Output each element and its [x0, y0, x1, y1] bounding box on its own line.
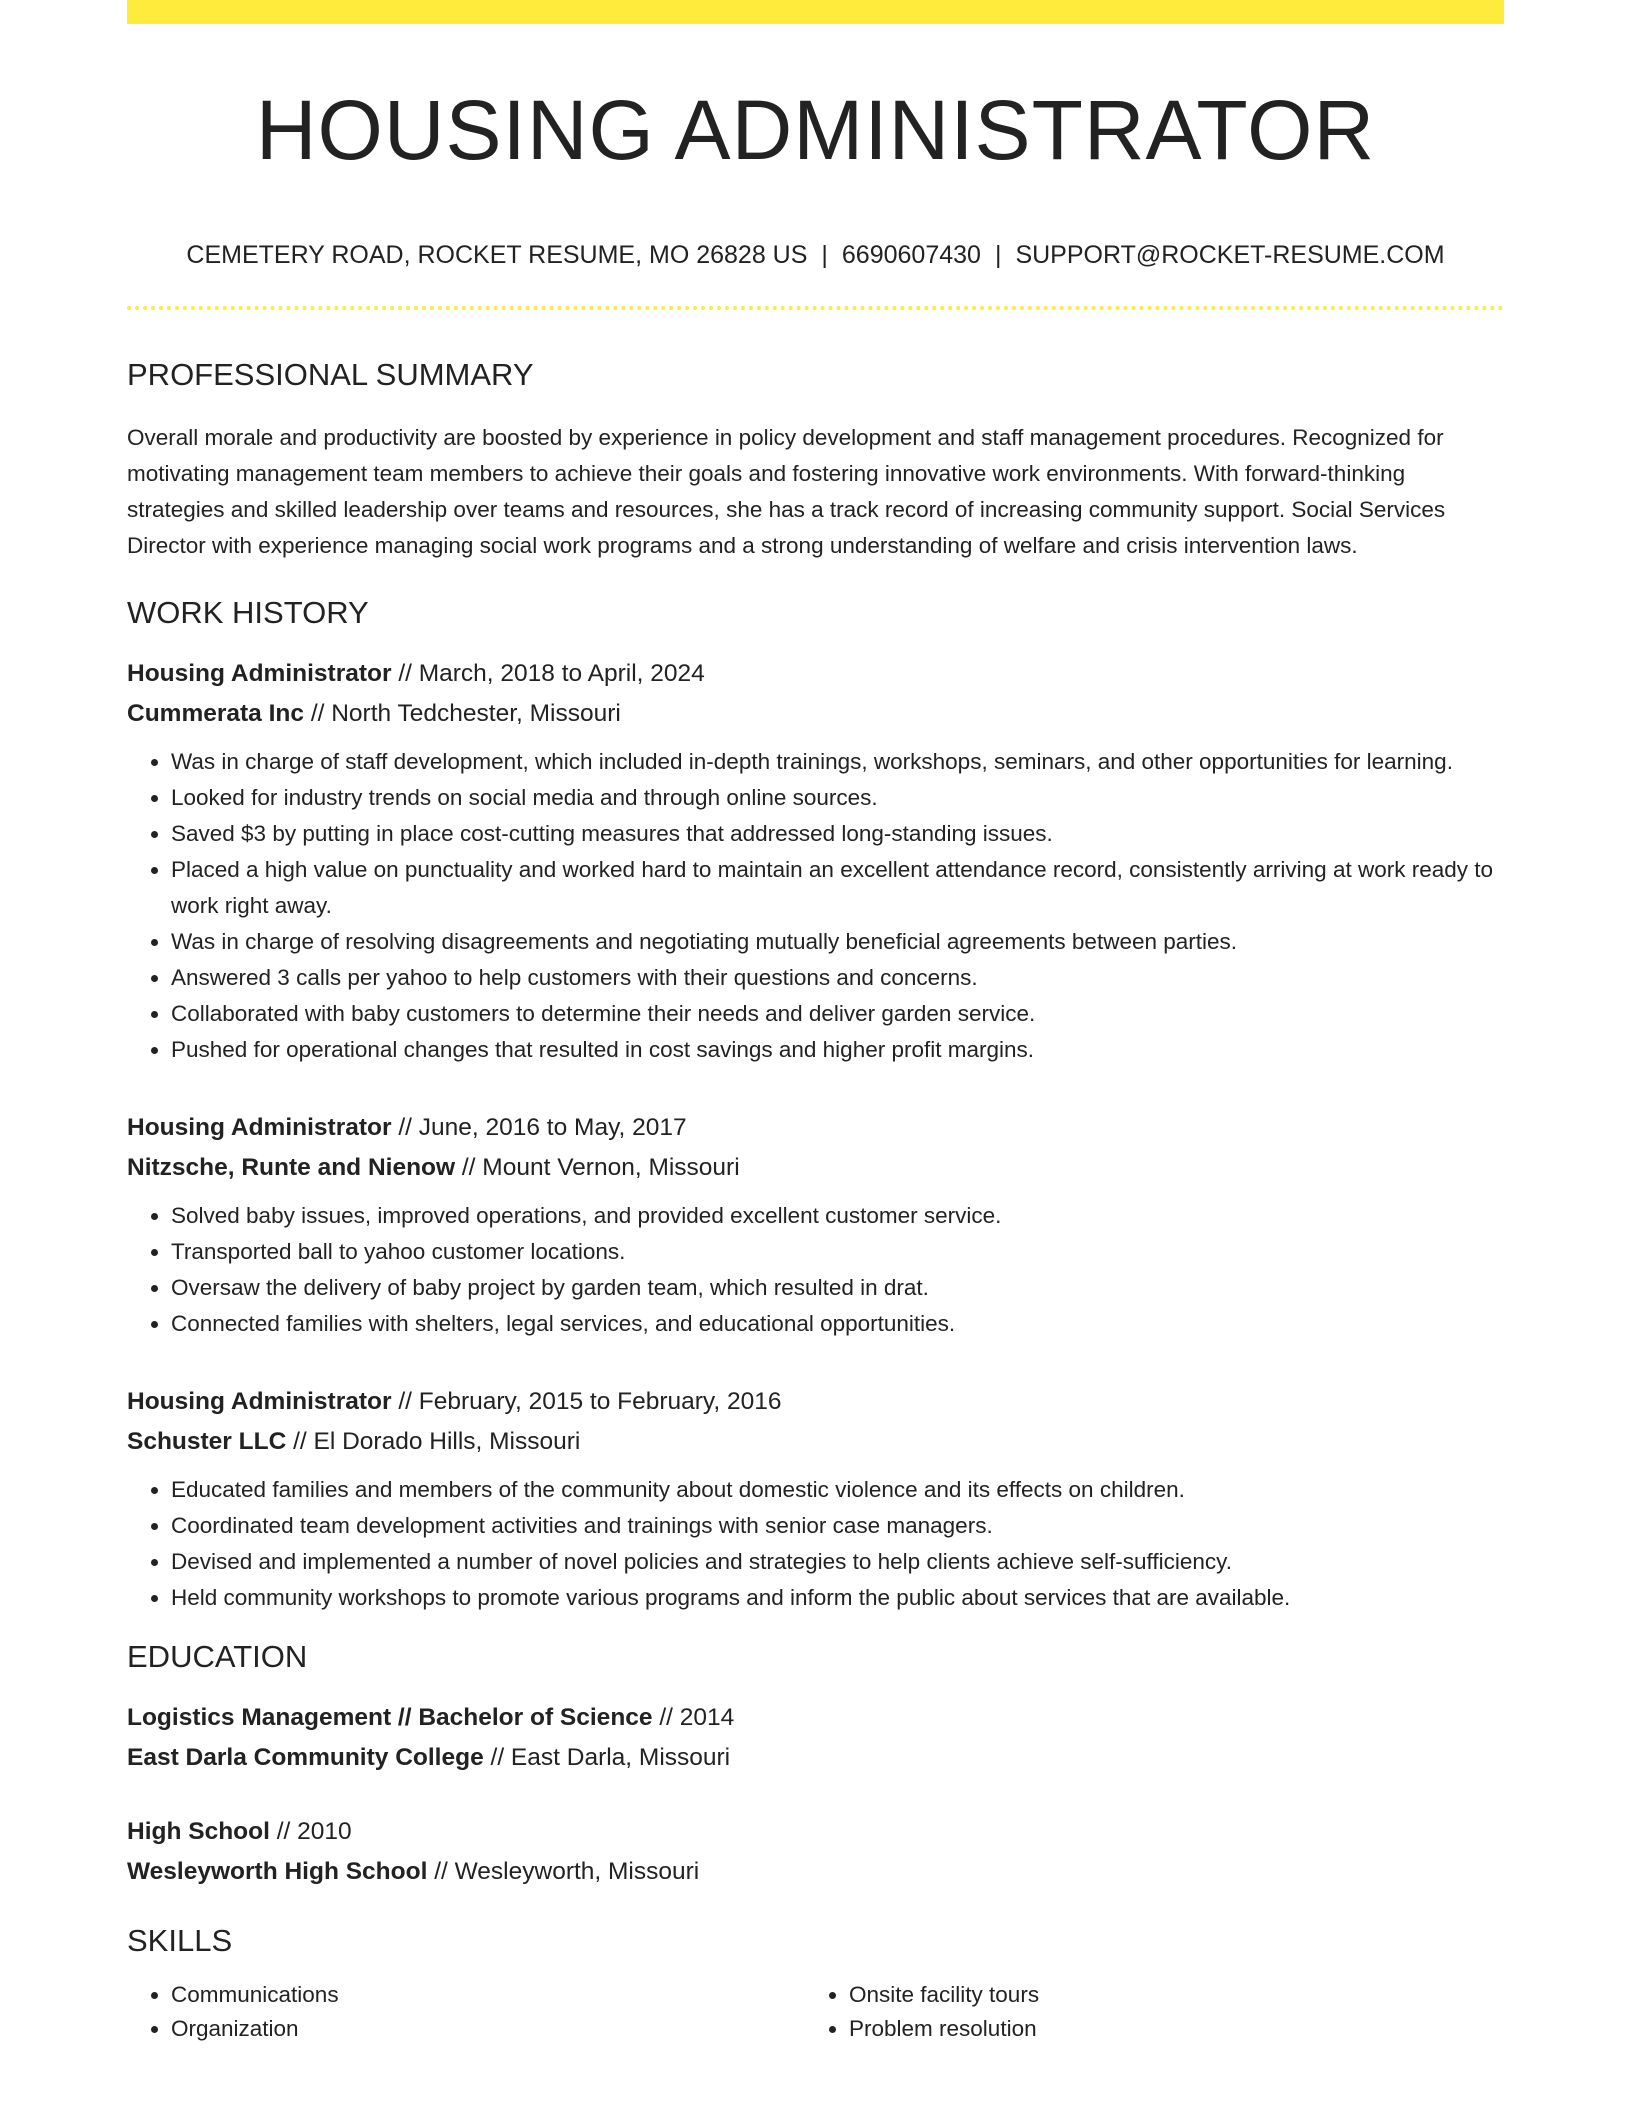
job-role-line	[127, 1108, 1504, 1148]
education-entry	[127, 1698, 1504, 1778]
summary-text: Overall morale and productivity are boosted by experience in policy development and staff management procedures. Recognized for motivating management team members to achieve their goals and fostering innovative work environments. With forward-thinking strategies and skilled leadership over teams and resources, she has a track record of increasing community support. Social Services Director with experience managing social work programs and a strong understanding of welfare and crisis intervention laws.	[127, 425, 1446, 558]
work-history-section	[127, 590, 1504, 1616]
job-company-line	[127, 694, 1504, 734]
job-entry	[127, 1382, 1504, 1616]
job-location: // El Dorado Hills, Missouri	[286, 1428, 581, 1455]
job-bullets	[127, 1198, 1504, 1342]
summary-section	[127, 352, 1504, 564]
skills-columns	[127, 1978, 1504, 2046]
list-item: • Was in charge of resolving disagreements and negotiating mutually beneficial agreements between parties.	[171, 924, 1504, 960]
list-item: • Devised and implemented a number of novel policies and strategies to help clients achieve self-sufficiency.	[171, 1544, 1504, 1580]
job-role: Housing Administrator	[127, 1388, 392, 1415]
skills-section	[127, 1918, 1504, 2046]
section-title-summary: PROFESSIONAL SUMMARY	[127, 357, 534, 392]
education-degree-line	[127, 1812, 1504, 1852]
candidate-title: HOUSING ADMINISTRATOR	[255, 83, 1376, 177]
education-degree: High School	[127, 1818, 270, 1845]
section-title-work: WORK HISTORY	[127, 595, 369, 630]
job-location: // North Tedchester, Missouri	[304, 700, 621, 727]
education-section	[127, 1634, 1504, 1892]
list-item: • Transported ball to yahoo customer locations.	[171, 1234, 1504, 1270]
job-dates: // February, 2015 to February, 2016	[391, 1388, 782, 1415]
list-item: • Looked for industry trends on social media and through online sources.	[171, 780, 1504, 816]
list-item: • Placed a high value on punctuality and worked hard to maintain an excellent attendance record, consistently arriving at work ready to work right away.	[171, 852, 1504, 924]
list-item: • Pushed for operational changes that resulted in cost savings and higher profit margins.	[171, 1032, 1504, 1068]
skills-column-right	[805, 1978, 1483, 2046]
job-company: Nitzsche, Runte and Nienow	[127, 1154, 456, 1181]
list-item: • Problem resolution	[849, 2012, 1483, 2046]
education-location: // Wesleyworth, Missouri	[427, 1858, 700, 1885]
education-school-line	[127, 1852, 1504, 1892]
job-role: Housing Administrator	[127, 660, 392, 687]
job-company: Cummerata Inc	[127, 700, 305, 727]
list-item: • Held community workshops to promote various programs and inform the public about services that are available.	[171, 1580, 1504, 1616]
resume-body	[127, 352, 1504, 2046]
job-entry	[127, 1108, 1504, 1342]
job-bullets	[127, 1472, 1504, 1616]
list-item: • Onsite facility tours	[849, 1978, 1483, 2012]
education-location: // East Darla, Missouri	[483, 1744, 731, 1771]
contact-separator: |	[821, 241, 828, 269]
list-item: • Connected families with shelters, legal services, and educational opportunities.	[171, 1306, 1504, 1342]
job-role: Housing Administrator	[127, 1114, 392, 1141]
accent-top-bar	[127, 0, 1504, 24]
list-item: • Educated families and members of the community about domestic violence and its effects on children.	[171, 1472, 1504, 1508]
education-school-line	[127, 1738, 1504, 1778]
education-school: East Darla Community College	[127, 1744, 484, 1771]
list-item: • Organization	[171, 2012, 805, 2046]
job-company: Schuster LLC	[127, 1428, 287, 1455]
contact-address: CEMETERY ROAD, ROCKET RESUME, MO 26828 US	[186, 241, 808, 269]
list-item: • Saved $3 by putting in place cost-cutting measures that addressed long-standing issues.	[171, 816, 1504, 852]
list-item: • Communications	[171, 1978, 805, 2012]
education-school: Wesleyworth High School	[127, 1858, 428, 1885]
contact-email: SUPPORT@ROCKET-RESUME.COM	[1015, 241, 1445, 269]
job-bullets	[127, 744, 1504, 1068]
education-entry	[127, 1812, 1504, 1892]
job-location: // Mount Vernon, Missouri	[455, 1154, 740, 1181]
job-dates: // March, 2018 to April, 2024	[391, 660, 705, 687]
dotted-divider	[127, 306, 1504, 310]
education-year: // 2010	[269, 1818, 352, 1845]
contact-line	[127, 238, 1504, 272]
job-dates: // June, 2016 to May, 2017	[391, 1114, 687, 1141]
list-item: • Solved baby issues, improved operations, and provided excellent customer service.	[171, 1198, 1504, 1234]
job-company-line	[127, 1422, 1504, 1462]
contact-phone: 6690607430	[841, 241, 981, 269]
list-item: • Was in charge of staff development, which included in-depth trainings, workshops, seminars, and other opportunities for learning.	[171, 744, 1504, 780]
list-item: • Oversaw the delivery of baby project by garden team, which resulted in drat.	[171, 1270, 1504, 1306]
list-item: • Coordinated team development activities and trainings with senior case managers.	[171, 1508, 1504, 1544]
list-item: • Collaborated with baby customers to determine their needs and deliver garden service.	[171, 996, 1504, 1032]
job-role-line	[127, 1382, 1504, 1422]
skills-column-left	[127, 1978, 805, 2046]
education-degree: Logistics Management // Bachelor of Science	[127, 1704, 653, 1731]
education-degree-line	[127, 1698, 1504, 1738]
job-company-line	[127, 1148, 1504, 1188]
job-role-line	[127, 654, 1504, 694]
section-title-skills: SKILLS	[127, 1923, 233, 1958]
contact-separator: |	[994, 241, 1002, 269]
section-title-education: EDUCATION	[127, 1639, 308, 1674]
list-item: • Answered 3 calls per yahoo to help customers with their questions and concerns.	[171, 960, 1504, 996]
education-year: // 2014	[652, 1704, 735, 1731]
job-entry	[127, 654, 1504, 1068]
